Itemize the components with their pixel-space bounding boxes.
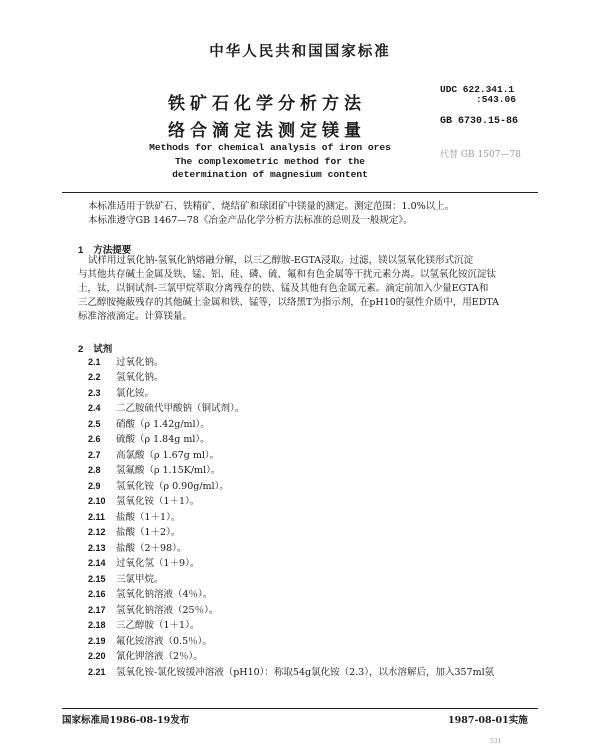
- section-1-number: 1: [78, 245, 84, 256]
- reagent-text: 氢氧化钠溶液（25％）。: [116, 605, 219, 616]
- reagent-item: [88, 355, 164, 369]
- english-title-line3: determination of magnesium content: [172, 169, 368, 180]
- udc-code: [440, 85, 516, 105]
- reagent-text: 氢氧化钠。: [116, 372, 164, 383]
- reagent-text: 氢氧化铵-氯化铵缓冲溶液（pH10）：称取54g氯化铵（2.3），以水溶解后，加入357ml氨: [116, 667, 495, 678]
- english-title: [125, 141, 415, 182]
- reagent-number: 2.8: [88, 465, 101, 475]
- reagent-text: 高氯酸（ρ 1.67g ml）。: [116, 450, 220, 461]
- issue-date: 国家标准局1986-08-19发布: [62, 715, 190, 726]
- reagent-text: 氟化铵溶液（0.5％）。: [116, 636, 212, 647]
- reagent-number: 2.12: [88, 527, 106, 537]
- effective-date: 1987-08-01实施: [448, 715, 528, 726]
- replaces-note: 代替 GB 1507—78: [440, 150, 521, 160]
- reagent-number: 2.18: [88, 620, 106, 630]
- reagent-item: [88, 401, 244, 415]
- header-divider: [62, 192, 538, 193]
- reagent-item: [88, 432, 210, 446]
- footer-divider: [62, 708, 538, 709]
- reagent-item: [88, 572, 164, 586]
- section-1-title: 方法提要: [93, 245, 132, 256]
- reagent-text: 硫酸（ρ 1.84g ml）。: [116, 434, 210, 445]
- reagent-item: [88, 417, 210, 431]
- reagent-text: 二乙胺硫代甲酸钠（铜试剂）。: [116, 403, 245, 414]
- reagent-text: 盐酸（1＋2）。: [116, 527, 181, 538]
- reagent-number: 2.10: [88, 496, 106, 506]
- reagent-text: 硝酸（ρ 1.42g/ml）。: [116, 419, 210, 430]
- reagent-item: [88, 618, 199, 632]
- reagent-text: 过氧化氢（1＋9）。: [116, 558, 200, 569]
- reagent-item: [88, 510, 180, 524]
- reagent-text: 三氯甲烷。: [116, 574, 164, 585]
- reagent-text: 氢氟酸（ρ 1.15K/ml）。: [116, 465, 221, 476]
- scope-paragraph-2: 本标准遵守GB 1467—78《冶金产品化学分析方法标准的总则及一般规定》。: [88, 215, 413, 226]
- reagent-item: [88, 386, 154, 400]
- summary-line: 土，钛，以铜试剂-三氯甲烷萃取分离残存的铁、锰及其他有色金属元素。滴定前加入少量EGTA和: [78, 283, 489, 294]
- reagent-number: 2.15: [88, 574, 106, 584]
- reagent-number: 2.20: [88, 651, 106, 661]
- reagent-text: 三乙醇胺（1＋1）。: [116, 620, 200, 631]
- document-title-line1: 铁矿石化学分析方法: [168, 94, 366, 114]
- reagent-number: 2.9: [88, 481, 101, 491]
- reagent-number: 2.13: [88, 543, 106, 553]
- reagent-text: 盐酸（2＋98）。: [116, 543, 187, 554]
- reagent-number: 2.19: [88, 636, 106, 646]
- reagent-number: 2.16: [88, 589, 106, 599]
- reagent-text: 氯化铵。: [116, 388, 155, 399]
- reagent-item: [88, 603, 218, 617]
- reagent-text: 氢氧化铵（ρ 0.90g/ml）。: [116, 481, 229, 492]
- reagent-item: [88, 494, 199, 508]
- reagent-number: 2.2: [88, 372, 101, 382]
- reagent-item: [88, 370, 164, 384]
- summary-line: 标准溶液滴定。计算镁量。: [78, 311, 193, 322]
- english-title-line1: Methods for chemical analysis of iron ores: [149, 142, 391, 153]
- national-standard-heading: 中华人民共和国国家标准: [209, 43, 391, 60]
- reagent-item: [88, 665, 494, 679]
- document-title-line2: 络合滴定法测定镁量: [168, 121, 366, 141]
- reagent-item: [88, 479, 229, 493]
- reagent-text: 盐酸（1＋1）。: [116, 512, 181, 523]
- reagent-item: [88, 448, 219, 462]
- reagent-item: [88, 587, 212, 601]
- udc-line1: UDC 622.341.1: [440, 84, 515, 95]
- summary-line: 试样用过氧化钠-氢氧化钠熔融分解，以三乙醇胺-EGTA浸取。过滤，镁以氢氧化镁形式沉淀: [88, 255, 474, 266]
- page-number: 531: [490, 738, 502, 745]
- scope-paragraph-1: 本标准适用于铁矿石、铁精矿、烧结矿和球团矿中镁量的测定。测定范围：1.0%以上。: [88, 201, 455, 212]
- reagent-number: 2.3: [88, 388, 101, 398]
- reagent-item: [88, 634, 212, 648]
- reagent-number: 2.11: [88, 512, 106, 522]
- reagent-number: 2.5: [88, 419, 101, 429]
- reagent-item: [88, 541, 186, 555]
- reagent-number: 2.4: [88, 403, 101, 413]
- summary-line: 与其他共存碱土金属及铁、锰、铝、硅、磷、硫、氟和有色金属等干扰元素分离。以氢氧化铵沉淀钛: [78, 269, 497, 280]
- gb-number: GB 6730.15-86: [440, 116, 519, 127]
- reagent-item: [88, 649, 203, 663]
- reagent-item: [88, 556, 199, 570]
- english-title-line2: The complexometric method for the: [175, 155, 365, 167]
- reagent-item: [88, 525, 180, 539]
- reagent-text: 氢氧化钠溶液（4％）。: [116, 589, 213, 600]
- reagent-number: 2.17: [88, 605, 106, 615]
- summary-line: 三乙醇胺掩蔽残存的其他碱土金属和铁、锰等，以络黑T为指示剂，在pH10的氨性介质中，用EDTA: [78, 297, 500, 308]
- reagent-item: [88, 463, 220, 477]
- reagent-number: 2.1: [88, 357, 101, 367]
- section-2-title: 试剂: [93, 344, 113, 355]
- reagent-number: 2.21: [88, 667, 106, 677]
- reagent-number: 2.7: [88, 450, 101, 460]
- reagent-number: 2.6: [88, 434, 101, 444]
- section-2-heading: [78, 337, 112, 356]
- reagent-text: 氰化钾溶液（2％）。: [116, 651, 203, 662]
- reagent-number: 2.14: [88, 558, 106, 568]
- reagent-text: 氢氧化铵（1＋1）。: [116, 496, 200, 507]
- reagent-text: 过氧化钠。: [116, 357, 164, 368]
- section-2-number: 2: [78, 344, 84, 355]
- udc-line2: :543.06: [476, 94, 516, 105]
